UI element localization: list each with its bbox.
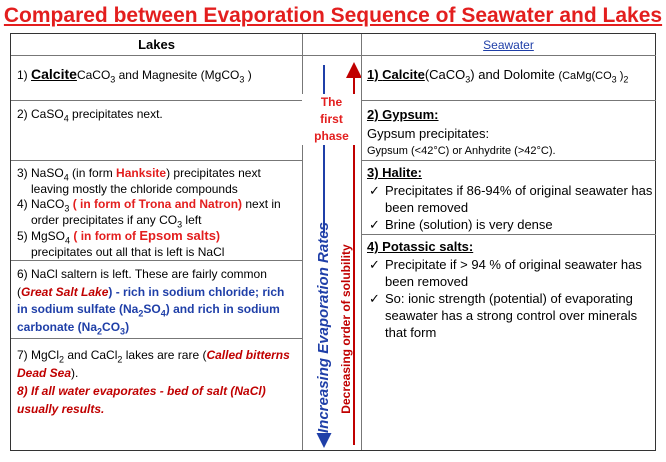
halite-list	[367, 182, 655, 233]
lakes-r4-line1: 6) NaCl saltern is left. These are fairly common	[17, 267, 267, 281]
halite-item: ✓ Precipitates if 86-94% of original seawater has been removed	[367, 182, 655, 216]
sub-3: 3	[239, 74, 245, 85]
lakes-row-3	[17, 166, 301, 260]
lakes-r1-calcite: Calcite	[31, 66, 77, 82]
lakes-r3-line1: 3) NaSO$_4$ (in form Hanksite) precipitates next	[17, 166, 261, 183]
lakes-r3-line6: precipitates out all that is left is NaCl	[31, 244, 225, 259]
row-divider	[11, 338, 302, 339]
lakes-r3-line2: leaving mostly the chloride compounds	[31, 181, 238, 196]
decreasing-solubility-label: Decreasing order of solubility	[339, 239, 353, 419]
lakes-r1-prefix: 1)	[17, 68, 32, 82]
seawater-header-label: Seawater	[483, 38, 534, 52]
potassic-list	[367, 256, 655, 341]
first-phase-line2: first	[320, 112, 343, 126]
lakes-r4-line3: in sodium sulfate $(Na_2SO_4)$ and rich in sodium	[17, 302, 280, 319]
lakes-r3-line4: order precipitates if any $CO_3$ left	[31, 212, 202, 229]
potassic-item: ✓ So: ionic strength (potential) of evaporating seawater has a strong control over minerals that form	[367, 290, 655, 341]
potassic-item: ✓ Precipitate if > 94 % of original seawater has been removed	[367, 256, 655, 290]
lakes-r5-line3: 8) If all water evaporates - bed of salt (NaCl)	[17, 384, 266, 398]
column-divider	[361, 34, 362, 450]
row-divider	[361, 100, 656, 101]
lakes-r1-text3: )	[244, 68, 252, 82]
first-phase-line1: The	[320, 95, 343, 109]
first-phase-line3: phase	[314, 129, 349, 143]
gypsum-note: Gypsum (<42°C) or Anhydrite (>42°C).	[367, 145, 556, 157]
seawater-header	[361, 37, 656, 53]
seawater-row-2	[367, 106, 655, 160]
seawater-row-1: 1) Calcite(CaCO$_3$) and Dolomite ($CaMg(CO_3$ )$_2$	[367, 67, 629, 85]
row-divider	[361, 234, 656, 235]
sub-4: 4	[63, 113, 69, 124]
lakes-r5-line2: Dead Sea).	[17, 366, 79, 380]
row-divider	[11, 100, 302, 101]
first-phase-label	[302, 94, 361, 145]
lakes-header: Lakes	[138, 37, 175, 52]
lakes-r2-text: 2) CaSO	[17, 107, 64, 121]
halite-heading: 3) Halite:	[367, 165, 422, 180]
lakes-row-5	[17, 346, 301, 418]
comparison-table	[10, 33, 656, 451]
row-divider	[11, 160, 302, 161]
halite-item: ✓ Brine (solution) is very dense	[367, 216, 655, 233]
lakes-r1-text: CaCO	[76, 68, 111, 82]
potassic-heading: 4) Potassic salts:	[367, 239, 474, 254]
lakes-r5-line4: usually results.	[17, 402, 105, 416]
increasing-evaporation-label: Increasing Evaporation Rates	[315, 222, 332, 433]
lakes-row-2	[17, 106, 299, 122]
lakes-row-4	[17, 266, 301, 336]
lakes-r5-line1: 7) MgCl$_2$ and CaCl$_2$ lakes are rare (Called bitterns	[17, 348, 290, 365]
lakes-r2-text2: precipitates next.	[68, 107, 163, 121]
lakes-row-1	[17, 66, 299, 83]
lakes-r1-text2: and Magnesite (MgCO	[115, 68, 240, 82]
sub-3: 3	[110, 74, 116, 85]
lakes-r3-line3: 4) NaCO$_3$ ( in form of Trona and Natron) next in	[17, 197, 281, 214]
gypsum-heading: 2) Gypsum:	[367, 107, 439, 122]
lakes-r4-line4: carbonate $(Na_2CO_3)$	[17, 319, 130, 336]
lakes-r4-line2: (Great Salt Lake) - rich in sodium chloride; rich	[17, 284, 285, 299]
page-title: Compared between Evaporation Sequence of Seawater and Lakes	[3, 4, 663, 27]
seawater-row-3	[367, 164, 655, 233]
row-divider	[361, 160, 656, 161]
seawater-row-4	[367, 238, 655, 341]
lakes-r3-line5: 5) MgSO$_4$ ( in form of Epsom salts)	[17, 228, 220, 246]
gypsum-line: Gypsum precipitates:	[367, 126, 490, 141]
row-divider	[11, 260, 302, 261]
